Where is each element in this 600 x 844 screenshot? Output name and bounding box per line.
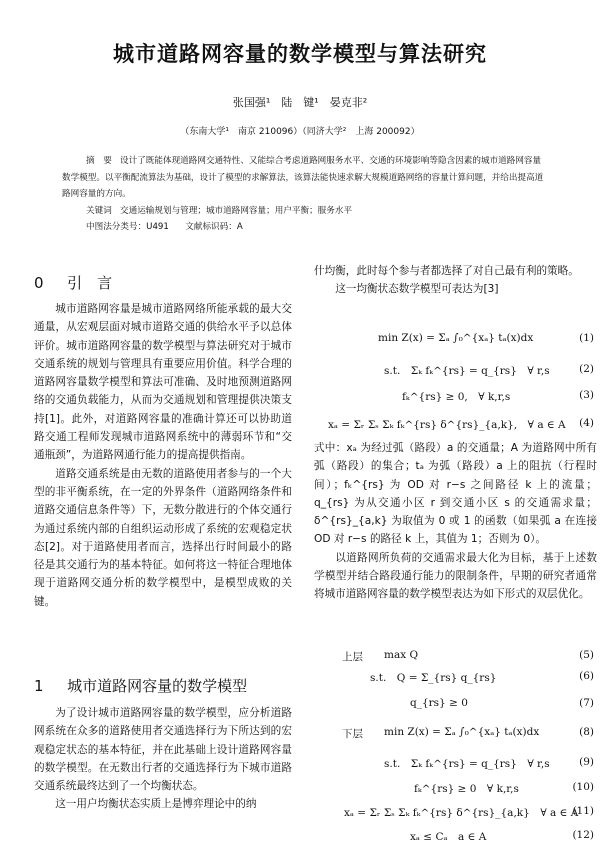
classification-line xyxy=(62,219,546,236)
equation-5: max Q xyxy=(384,649,419,661)
equation-block-1 xyxy=(314,330,597,438)
equation-number-2: (2) xyxy=(579,363,594,375)
upper-level-label: 上层 xyxy=(342,651,363,663)
keywords-label: 关键词 xyxy=(86,205,112,216)
intro-paragraph-2: 道路交通系统是由无数的道路使用者参与的一个大型的非平衡系统，在一定的外界条件（道路网络条件和道路交通信息条件等）下，无数分散进行的个体交通行为通过系统内部的自组织运动形成了系统的宏观稳定状态[2]。对于道路使用者而言，选择出行时间最小的路径是其交通行为的基本特征。如何将这一特征合理地体现于道路网交通分析的数学模型中，是模型成败的关键。 xyxy=(34,467,292,608)
equation-7: q_{rs} ≥ 0 xyxy=(410,697,468,709)
lower-level-label: 下层 xyxy=(342,728,363,740)
abstract-block xyxy=(62,153,546,236)
class-value: U491 xyxy=(146,222,169,233)
nash-continuation: 什均衡，此时每个参与者都选择了对自己最有利的策略。 xyxy=(314,265,579,277)
keywords-line xyxy=(62,203,546,220)
equation-number-12: (12) xyxy=(572,829,594,841)
equation-12: xₐ ≤ Cₐ a ∈ A xyxy=(410,831,487,843)
abstract-text xyxy=(62,153,546,203)
equation-number-11: (11) xyxy=(572,805,594,817)
equation-number-10: (10) xyxy=(572,781,594,793)
doc-code-value: A xyxy=(236,222,243,233)
equation-4: xₐ = Σᵣ Σₛ Σₖ fₖ^{rs} δ^{rs}_{a,k}, ∀ a ∈ A xyxy=(328,419,566,431)
keywords-value: 交通运输规划与管理；城市道路网容量；用户平衡；服务水平 xyxy=(120,205,353,216)
section-1-title: 城市道路网容量的数学模型 xyxy=(67,677,248,695)
equation-1: min Z(x) = Σₐ ∫₀^{xₐ} tₐ(x)dx xyxy=(378,332,534,344)
doc-code-label: 文献标识码： xyxy=(185,222,237,233)
section-1-number: 1 xyxy=(34,677,44,695)
equation-10: fₖ^{rs} ≥ 0 ∀ k,r,s xyxy=(414,783,519,795)
equation-9: s.t. Σₖ fₖ^{rs} = q_{rs} ∀ r,s xyxy=(384,758,550,770)
right-paragraph-0 xyxy=(314,262,597,299)
section-1-heading xyxy=(34,675,292,696)
equation-number-9: (9) xyxy=(579,756,594,768)
section-0-body xyxy=(34,300,292,611)
bilevel-intro: 以道路网所负荷的交通需求最大化为目标，基于上述数学模型并结合路段通行能力的限制条件，早期的研究者通常将城市道路网容量的数学模型表达为如下形式的双层优化。 xyxy=(314,551,597,601)
equation-number-7: (7) xyxy=(579,697,594,709)
paper-authors: 张国强¹ 陆 键¹ 晏克非² xyxy=(232,96,368,109)
paper-title: 城市道路网容量的数学模型与算法研究 xyxy=(113,42,487,66)
equation-2: s.t. Σₖ fₖ^{rs} = q_{rs} ∀ r,s xyxy=(384,365,550,377)
section-0-title: 引 言 xyxy=(67,274,113,292)
equation-number-1: (1) xyxy=(579,332,594,344)
model-paragraph-2: 这一用户均衡状态实质上是博弈理论中的纳 xyxy=(55,798,257,811)
equilibrium-intro: 这一均衡状态数学模型可表达为[3] xyxy=(335,283,499,296)
equation-11: xₐ = Σᵣ Σₛ Σₖ fₖ^{rs} δ^{rs}_{a,k} ∀ a ∈ A xyxy=(344,807,579,819)
right-body-text xyxy=(314,439,597,604)
equation-number-3: (3) xyxy=(579,389,594,401)
model-paragraph-1: 为了设计城市道路网容量的数学模型，应分析道路网系统在众多的道路使用者交通选择行为下所达到的宏观稳定状态的基本特征，并在此基础上设计道路网容量的数学模型。在无数出行者的交通选择行为下城市道路交通系统最终达到了一个均衡状态。 xyxy=(34,707,292,793)
equation-3: fₖ^{rs} ≥ 0, ∀ k,r,s xyxy=(402,391,511,403)
equation-block-2 xyxy=(314,649,597,842)
equation-number-5: (5) xyxy=(579,649,594,661)
abstract-label: 摘 要 xyxy=(86,156,112,166)
paper-affiliation: （东南大学¹ 南京 210096）（同济大学² 上海 200092） xyxy=(180,127,420,137)
section-1-body xyxy=(34,704,292,814)
equation-number-6: (6) xyxy=(579,670,594,682)
class-label: 中图法分类号： xyxy=(86,222,147,233)
equation-6: s.t. Q = Σ_{rs} q_{rs} xyxy=(370,672,497,684)
section-0-heading xyxy=(34,272,292,293)
equation-8: min Z(x) = Σₐ ∫₀^{xₐ} tₐ(x)dx xyxy=(384,726,540,738)
equation-number-4: (4) xyxy=(579,417,594,429)
intro-paragraph-1: 城市道路网容量是城市道路网络所能承载的最大交通量，从宏观层面对城市道路交通的供给水平予以总体评价。城市道路网容量的数学模型与算法研究对于城市交通系统的规划与管理具有重要应用价值。科学合理的道路网容量数学模型和算法可准确、及时地预测道路网络的交通负载能力，从而为交通规划和管理提供决策支持[1]。此外，对道路网容量的准确计算还可以协助道路交通工程师发现城市道路网系统中的薄弱环节和“交通瓶颈”，为道路网通行能力的提高提供指南。 xyxy=(34,303,292,462)
section-0-number: 0 xyxy=(34,274,44,292)
abstract-body: 设计了既能体现道路网交通特性、又能综合考虑道路网服务水平、交通的环境影响等隐含因素的城市道路网容量数学模型。以平衡配流算法为基础，设计了模型的求解算法，该算法能快速求解大规模道路网络的容量计算问题，并给出提高道路网容量的方向。 xyxy=(62,156,544,200)
equation-number-8: (8) xyxy=(579,726,594,738)
variable-definitions: 式中：xₐ 为经过弧（路段）a 的交通量；A 为道路网中所有弧（路段）的集合；tₐ 为弧（路段）a 上的阻抗（行程时间）；fₖ^{rs} 为 OD 对 r−s 之间路径 k 上的流量；q_{rs} 为从交通小区 r 到交通小区 s 的交通需求量；δ^{rs}_{a,k} 为取值为 0 或 1 的函数（如果弧 a 在连接 OD 对 r−s 的路径 k 上，其值为 1；否则为 0）。 xyxy=(314,442,597,546)
